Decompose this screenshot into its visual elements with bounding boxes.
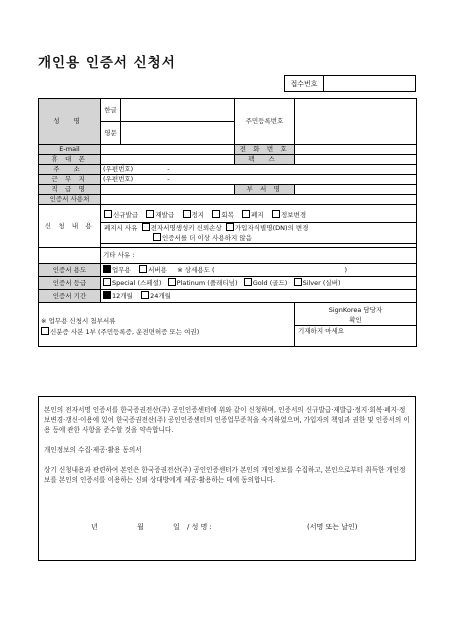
revoke-reason-unused[interactable]: 인증서를 더 이상 사용하지 않음 <box>153 234 252 242</box>
agreement-paragraph-3: 상기 신청내용과 관련하여 본인은 한국증권전산(주) 공인인증센터가 본인의 개인정보를 수집하고, 본인으로부터 취득한 개인정보를 본인의 인증서를 이용하는 신뢰 상대방에게 제공·활용하는 데에 동의합니다. <box>44 466 406 485</box>
grade-option-special[interactable]: Special (스페셜) <box>103 279 161 287</box>
department-label: 부 서 명 <box>235 185 295 195</box>
day-label: 일 <box>173 523 180 531</box>
month-label: 월 <box>137 523 144 531</box>
sign-note: (서명 또는 날인) <box>307 523 358 531</box>
documents-title: ※ 업무용 신청시 첨부서류 <box>41 317 116 325</box>
address-field[interactable]: (우편번호) - <box>101 165 417 175</box>
request-option-restore[interactable]: 회복 <box>212 211 234 219</box>
period-option-12[interactable]: 12개월 <box>103 292 133 300</box>
mobile-field[interactable] <box>101 155 235 165</box>
year-label: 년 <box>91 523 98 531</box>
fax-label: 팩 스 <box>235 155 295 165</box>
name-label: 성 명 <box>39 99 101 145</box>
purpose-option-server[interactable]: 서버용 <box>139 266 167 274</box>
consent-title: 개인정보의 수집·제공·활용 동의서 <box>44 446 142 454</box>
revoke-reason-dn[interactable]: 가입자식별명(DN)의 변경 <box>226 224 309 232</box>
mobile-label: 휴 대 폰 <box>39 155 101 165</box>
period-option-24[interactable]: 24개월 <box>141 292 171 300</box>
email-field[interactable] <box>101 145 235 155</box>
agreement-paragraph-1: 본인의 전자서명 인증서를 한국증권전산(주) 공인인증센터에 위와 같이 신청하며, 인증서의 신규발급·재발급·정지·회복·폐지·정보변경·갱신·이용에 있어 한국증권전산(주) 공인인증센터의 인증업무준칙을 숙지하였으며, 가입자의 책임과 권한 및 인증서의 이용 등에 관한 사항을 준수할 것을 약속합니다. <box>44 406 410 435</box>
english-name-field[interactable] <box>121 122 235 145</box>
receipt-number-field[interactable] <box>324 76 416 92</box>
email-label: E-mail <box>39 145 101 155</box>
application-table <box>38 98 417 347</box>
purpose-options: 업무용 서버용 ※ 상세용도 ( ) <box>101 264 417 277</box>
workplace-field[interactable]: (우편번호) - <box>101 175 417 185</box>
workplace-label: 근 무 지 <box>39 175 101 185</box>
request-options <box>101 208 416 223</box>
staff-label-2: 확인 <box>349 316 362 324</box>
grade-label: 인증서 등급 <box>39 277 101 290</box>
period-options <box>101 290 417 303</box>
grade-option-platinum[interactable]: Platinum (플래티넘) <box>168 279 238 287</box>
rrn-field[interactable] <box>295 99 417 145</box>
grade-option-silver[interactable]: Silver (실버) <box>294 279 341 287</box>
agreement-box <box>38 396 416 561</box>
address-label: 주 소 <box>39 165 101 175</box>
staff-note: 기재하지 마세요 <box>295 325 416 337</box>
usage-field[interactable] <box>101 195 417 205</box>
sign-label: / 성 명 : <box>187 523 212 531</box>
rrn-label: 주민등록번호 <box>235 99 295 145</box>
korean-name-field[interactable] <box>121 99 235 122</box>
form-title: 개인용 인증서 신청서 <box>38 55 176 71</box>
request-option-revoke[interactable]: 폐지 <box>242 211 264 219</box>
staff-label-1: SignKorea 담당자 <box>328 306 383 314</box>
request-option-reissue[interactable]: 재발급 <box>146 211 174 219</box>
purpose-label: 인증서 용도 <box>39 264 101 277</box>
receipt-number-box <box>284 75 416 92</box>
revoke-reason-row-2 <box>101 233 416 244</box>
request-option-new[interactable]: 신규발급 <box>104 211 138 219</box>
usage-label: 인증서 사용처 <box>39 195 101 205</box>
documents-item[interactable]: 신분증 사본 1부 (주민등록증, 운전면허증 또는 여권) <box>41 327 292 336</box>
english-label: 영문 <box>101 122 121 145</box>
fax-field[interactable] <box>295 155 417 165</box>
revoke-reason-row: 폐지시 사유 전자서명생성키 신뢰손상 가입자식별명(DN)의 변경 <box>104 224 309 232</box>
department-field[interactable] <box>295 185 417 195</box>
receipt-number-label: 접수번호 <box>285 76 324 92</box>
purpose-option-business[interactable]: 업무용 <box>103 266 131 274</box>
request-option-change[interactable]: 정보변경 <box>272 211 306 219</box>
other-reason-field[interactable]: 기타 사유 : <box>101 248 417 264</box>
phone-label: 전 화 번 호 <box>235 145 295 155</box>
staff-cell <box>295 303 417 347</box>
position-field[interactable] <box>101 185 235 195</box>
revoke-reason-key[interactable]: 전자서명생성키 신뢰손상 <box>142 224 222 232</box>
request-label: 신 청 내 용 <box>39 205 101 248</box>
period-label: 인증서 기간 <box>39 290 101 303</box>
request-option-suspend[interactable]: 정지 <box>183 211 205 219</box>
grade-options <box>101 277 417 290</box>
phone-field[interactable] <box>295 145 417 155</box>
position-label: 직 급 명 <box>39 185 101 195</box>
grade-option-gold[interactable]: Gold (골드) <box>244 279 288 287</box>
documents-cell <box>39 303 295 347</box>
korean-label: 한글 <box>101 99 121 122</box>
